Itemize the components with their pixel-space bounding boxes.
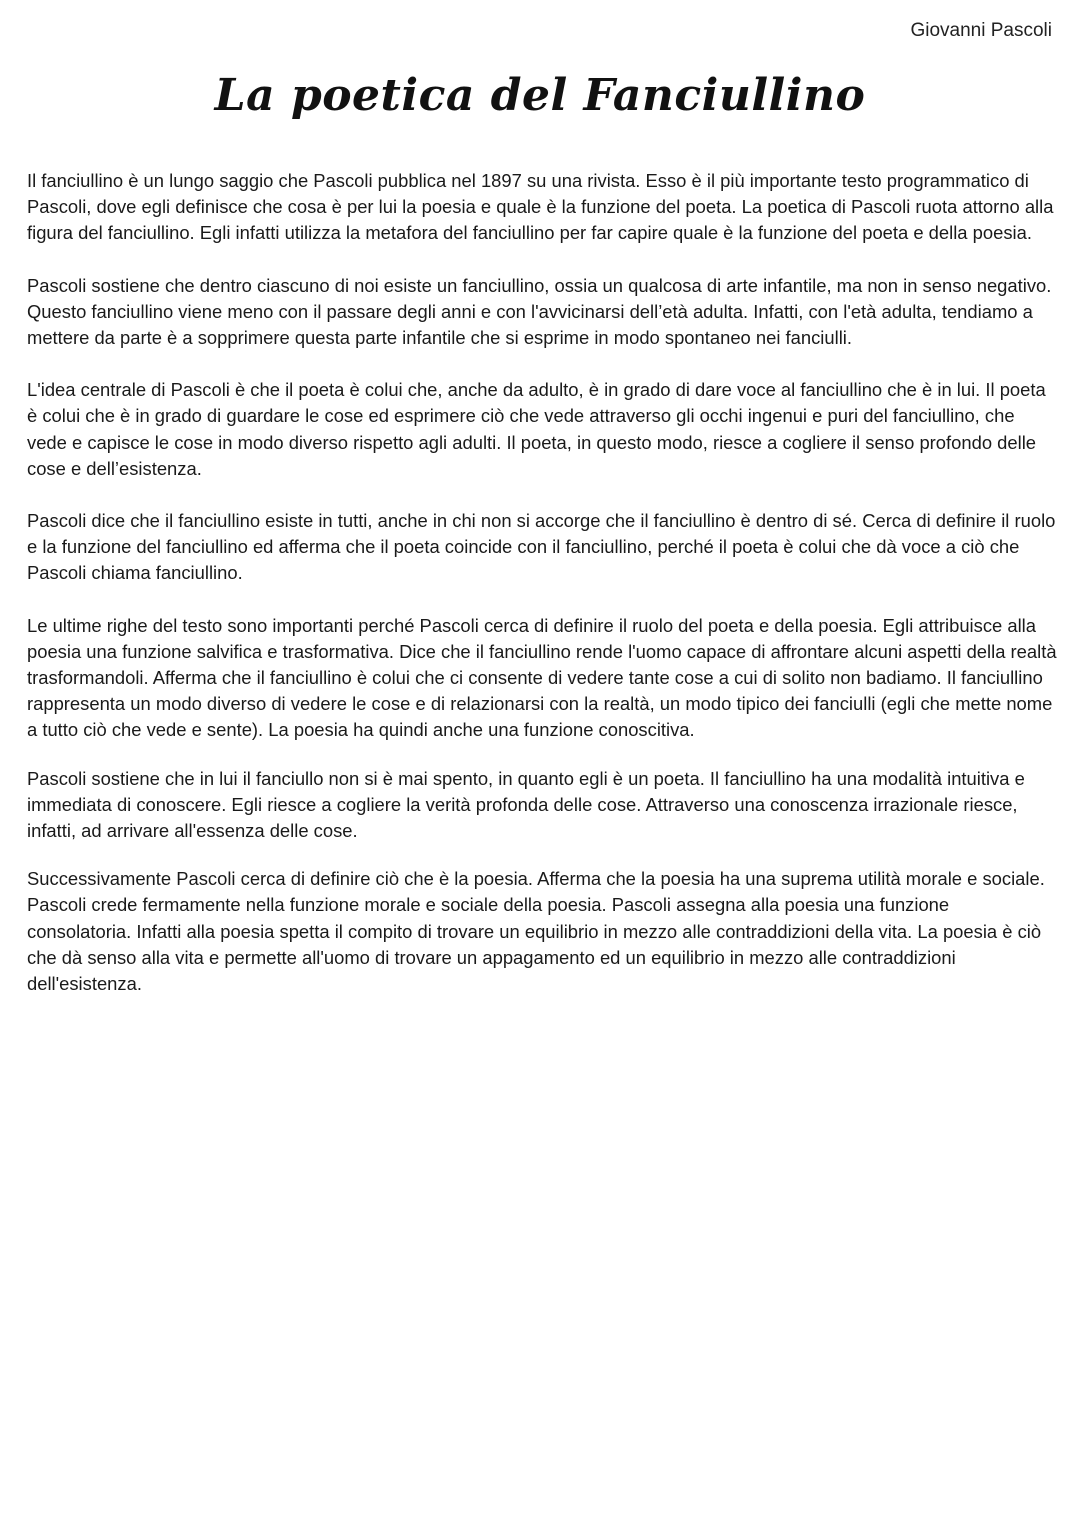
paragraph-7: Successivamente Pascoli cerca di definire ciò che è la poesia. Afferma che la poesia ha una suprema utilità morale e sociale. Pascoli crede fermamente nella funzione morale e sociale della poesia. Pascoli assegna alla poesia una funzione consolatoria. Infatti alla poesia spetta il compito di trovare un equilibrio in mezzo alle contraddizioni della vita. La poesia è ciò che dà senso alla vita e permette all'uomo di trovare un appagamento ed un equilibrio in mezzo alle contraddizioni dell'esistenza. [27, 868, 1045, 995]
header-author: Giovanni Pascoli [910, 20, 1052, 41]
paragraph-5: Le ultime righe del testo sono importanti perché Pascoli cerca di definire il ruolo del poeta e della poesia. Egli attribuisce alla poesia una funzione salvifica e trasformativa. Dice che il fanciullino rende l'uomo capace di affrontare alcuni aspetti della realtà trasformandoli. Afferma che il fanciullino è colui che ci consente di vedere tante cose a cui di solito non badiamo. Il fanciullino rappresenta un modo diverso di vedere le cose e di relazionarsi con la realtà, un modo tipico dei fanciulli (egli che mette nome a tutto ciò che vede e sente). La poesia ha quindi anche una funzione conoscitiva. [27, 614, 1057, 741]
paragraph-6: Pascoli sostiene che in lui il fanciullo non si è mai spento, in quanto egli è un poeta. Il fanciullino ha una modalità intuitiva e immediata di conoscere. Egli riesce a cogliere la verità profonda delle cose. Attraverso una conoscenza irrazionale riesce, infatti, ad arrivare all'essenza delle cose. [27, 767, 1025, 842]
paragraph-1: Il fanciullino è un lungo saggio che Pascoli pubblica nel 1897 su una rivista. Esso è il più importante testo programmatico di Pascoli, dove egli definisce che cosa è per lui la poesia e quale è la funzione del poeta. La poetica di Pascoli ruota attorno alla figura del fanciullino. Egli infatti utilizza la metafora del fanciullino per far capire quale è la funzione del poeta e della poesia. [27, 170, 1054, 244]
paragraph-3: L'idea centrale di Pascoli è che il poeta è colui che, anche da adulto, è in grado di dare voce al fanciullino che è in lui. Il poeta è colui che è in grado di guardare le cose ed esprimere ciò che vede attraverso gli occhi ingenui e puri del fanciullino, che vede e capisce le cose in modo diverso rispetto agli adulti. Il poeta, in questo modo, riesce a cogliere il senso profondo delle cose e dell’esistenza. [27, 379, 1046, 479]
page-title: La poetica del Fanciullino [214, 70, 866, 121]
document-body [27, 168, 1057, 1023]
paragraph-2: Pascoli sostiene che dentro ciascuno di noi esiste un fanciullino, ossia un qualcosa di arte infantile, ma non in senso negativo. Questo fanciullino viene meno con il passare degli anni e con l'avvicinarsi dell’età adulta. Infatti, con l'età adulta, tendiamo a mettere da parte è a sopprimere questa parte infantile che si esprime in modo spontaneo nei fanciulli. [27, 274, 1052, 349]
paragraph-4: Pascoli dice che il fanciullino esiste in tutti, anche in chi non si accorge che il fanciullino è dentro di sé. Cerca di definire il ruolo e la funzione del fanciullino ed afferma che il poeta coincide con il fanciullino, perché il poeta è colui che dà voce a ciò che Pascoli chiama fanciullino. [27, 510, 1056, 584]
